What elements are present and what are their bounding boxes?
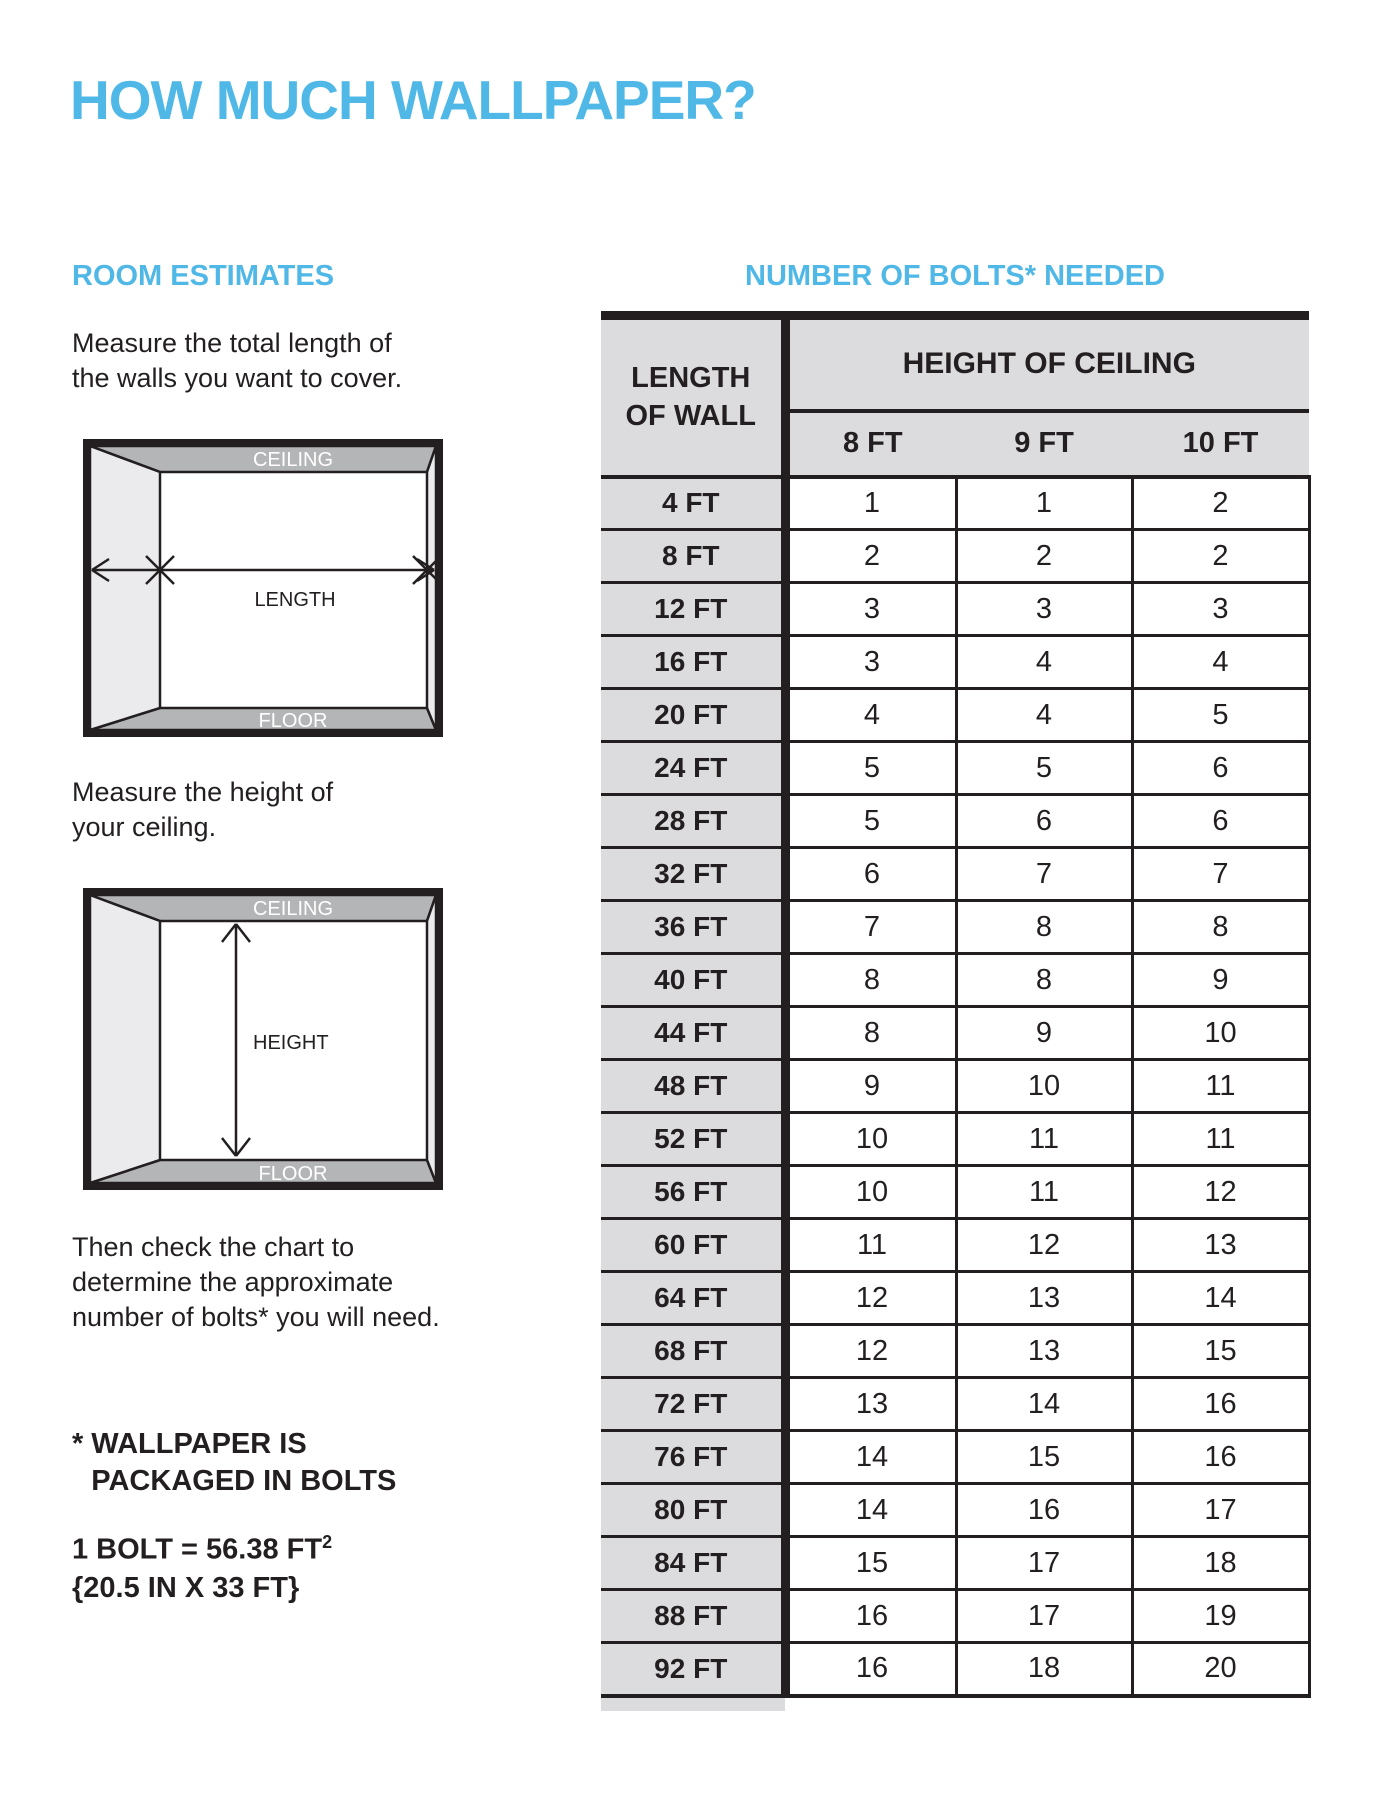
instruction-length-line2: the walls you want to cover. <box>72 363 403 393</box>
wall-length-label: 40 FT <box>601 954 785 1007</box>
bolts-table-container <box>601 311 1309 1711</box>
bolt-count-cell: 4 <box>956 689 1132 742</box>
table-row <box>601 1484 1309 1537</box>
room-length-diagram <box>83 439 443 737</box>
table-row <box>601 901 1309 954</box>
bolt-count-cell: 13 <box>1132 1219 1309 1272</box>
bolt-count-cell: 2 <box>1132 477 1309 530</box>
wall-length-label: 56 FT <box>601 1166 785 1219</box>
instruction-chart-line2: determine the approximate <box>72 1267 394 1297</box>
bolt-count-cell: 9 <box>1132 954 1309 1007</box>
right-wall-panel <box>427 895 436 1183</box>
left-wall-panel <box>90 446 160 730</box>
bolt-count-cell: 10 <box>785 1113 956 1166</box>
table-row <box>601 795 1309 848</box>
floor-label: FLOOR <box>258 710 328 732</box>
bolt-count-cell: 5 <box>785 742 956 795</box>
bolt-count-cell: 15 <box>785 1537 956 1590</box>
wall-length-label: 12 FT <box>601 583 785 636</box>
bolts-table <box>601 311 1311 1698</box>
table-row <box>601 1537 1309 1590</box>
bolt-count-cell: 11 <box>1132 1060 1309 1113</box>
height-label: HEIGHT <box>253 1032 329 1054</box>
table-row <box>601 1643 1309 1696</box>
bolt-count-cell: 11 <box>1132 1113 1309 1166</box>
bolt-count-cell: 10 <box>785 1166 956 1219</box>
bolt-count-cell: 15 <box>1132 1325 1309 1378</box>
wall-length-label: 60 FT <box>601 1219 785 1272</box>
wall-length-label: 52 FT <box>601 1113 785 1166</box>
table-row <box>601 848 1309 901</box>
room-height-diagram <box>83 888 443 1190</box>
wall-length-label: 64 FT <box>601 1272 785 1325</box>
bolt-count-cell: 13 <box>785 1378 956 1431</box>
bolt-count-cell: 6 <box>785 848 956 901</box>
table-row <box>601 1007 1309 1060</box>
left-wall-panel <box>90 895 160 1183</box>
wall-length-label: 68 FT <box>601 1325 785 1378</box>
wall-length-label: 28 FT <box>601 795 785 848</box>
footnote-line1: WALLPAPER IS <box>91 1428 307 1460</box>
instruction-chart <box>72 1230 440 1335</box>
bolt-count-cell: 7 <box>785 901 956 954</box>
bolt-count-cell: 8 <box>956 901 1132 954</box>
instruction-chart-line1: Then check the chart to <box>72 1232 355 1262</box>
bolt-count-cell: 14 <box>785 1431 956 1484</box>
bolt-count-cell: 9 <box>956 1007 1132 1060</box>
wall-length-label: 16 FT <box>601 636 785 689</box>
wall-length-label: 36 FT <box>601 901 785 954</box>
bolt-count-cell: 14 <box>785 1484 956 1537</box>
right-wall-panel <box>427 446 436 730</box>
bolt-count-cell: 8 <box>956 954 1132 1007</box>
table-row <box>601 1325 1309 1378</box>
bolt-count-cell: 8 <box>1132 901 1309 954</box>
instruction-height <box>72 775 333 845</box>
bolt-count-cell: 13 <box>956 1325 1132 1378</box>
table-row <box>601 954 1309 1007</box>
bolt-count-cell: 17 <box>956 1537 1132 1590</box>
bolt-count-cell: 3 <box>785 636 956 689</box>
bolt-count-cell: 10 <box>1132 1007 1309 1060</box>
wall-length-label: 72 FT <box>601 1378 785 1431</box>
wall-length-label: 20 FT <box>601 689 785 742</box>
table-row <box>601 636 1309 689</box>
instruction-height-line2: your ceiling. <box>72 812 217 842</box>
table-header-row <box>601 316 1309 411</box>
bolt-count-cell: 5 <box>956 742 1132 795</box>
room-estimates-heading: ROOM ESTIMATES <box>72 260 335 292</box>
length-label: LENGTH <box>254 589 336 611</box>
col-header-10ft: 10 FT <box>1132 411 1309 477</box>
bolt-count-cell: 14 <box>1132 1272 1309 1325</box>
bolt-count-cell: 9 <box>785 1060 956 1113</box>
bolt-count-cell: 11 <box>785 1219 956 1272</box>
table-row <box>601 530 1309 583</box>
bolt-count-cell: 20 <box>1132 1643 1309 1696</box>
wall-length-label: 8 FT <box>601 530 785 583</box>
bolt-count-cell: 15 <box>956 1431 1132 1484</box>
table-row <box>601 742 1309 795</box>
wall-length-label: 48 FT <box>601 1060 785 1113</box>
label-column-tail <box>601 1698 785 1711</box>
table-row <box>601 689 1309 742</box>
instruction-length <box>72 326 402 396</box>
bolt-count-cell: 5 <box>1132 689 1309 742</box>
bolt-count-cell: 7 <box>956 848 1132 901</box>
bolt-count-cell: 18 <box>1132 1537 1309 1590</box>
table-row <box>601 477 1309 530</box>
table-row <box>601 1590 1309 1643</box>
bolts-needed-heading: NUMBER OF BOLTS* NEEDED <box>745 260 1165 292</box>
wall-length-label: 88 FT <box>601 1590 785 1643</box>
bolt-count-cell: 3 <box>785 583 956 636</box>
wall-length-label: 92 FT <box>601 1643 785 1696</box>
bolt-count-cell: 7 <box>1132 848 1309 901</box>
bolt-count-cell: 3 <box>956 583 1132 636</box>
bolt-count-cell: 4 <box>956 636 1132 689</box>
bolt-count-cell: 4 <box>1132 636 1309 689</box>
bolt-count-cell: 17 <box>1132 1484 1309 1537</box>
bolt-count-cell: 1 <box>785 477 956 530</box>
table-row <box>601 1378 1309 1431</box>
bolt-count-cell: 2 <box>785 530 956 583</box>
table-row <box>601 1431 1309 1484</box>
table-row <box>601 583 1309 636</box>
wall-length-label: 84 FT <box>601 1537 785 1590</box>
bolt-count-cell: 6 <box>1132 795 1309 848</box>
footnote-line2: PACKAGED IN BOLTS <box>91 1465 397 1497</box>
table-row <box>601 1166 1309 1219</box>
bolt-count-cell: 12 <box>956 1219 1132 1272</box>
bolt-equation: 1 BOLT = 56.38 $FT^2$ <box>72 1532 333 1566</box>
wall-length-label: 80 FT <box>601 1484 785 1537</box>
instruction-height-line1: Measure the height of <box>72 777 334 807</box>
height-arrow <box>222 924 250 1156</box>
bolt-table-body <box>601 477 1309 1696</box>
ceiling-label: CEILING <box>252 898 334 920</box>
bolt-count-cell: 11 <box>956 1166 1132 1219</box>
bolt-count-cell: 2 <box>956 530 1132 583</box>
bolt-count-cell: 5 <box>785 795 956 848</box>
bolt-size-info <box>72 1523 332 1607</box>
page-title: HOW MUCH WALLPAPER? <box>70 69 756 131</box>
bolt-count-cell: 17 <box>956 1590 1132 1643</box>
bolt-count-cell: 16 <box>1132 1378 1309 1431</box>
bolt-count-cell: 10 <box>956 1060 1132 1113</box>
bolt-count-cell: 6 <box>1132 742 1309 795</box>
table-row <box>601 1272 1309 1325</box>
bolt-count-cell: 1 <box>956 477 1132 530</box>
bolt-count-cell: 12 <box>1132 1166 1309 1219</box>
instruction-length-line1: Measure the total length of <box>72 328 392 358</box>
bolt-count-cell: 16 <box>785 1643 956 1696</box>
bolt-count-cell: 8 <box>785 1007 956 1060</box>
bolt-count-cell: 2 <box>1132 530 1309 583</box>
bolt-count-cell: 18 <box>956 1643 1132 1696</box>
bolt-count-cell: 3 <box>1132 583 1309 636</box>
height-of-ceiling-header: HEIGHT OF CEILING <box>785 316 1309 411</box>
bolt-count-cell: 8 <box>785 954 956 1007</box>
bolt-count-cell: 19 <box>1132 1590 1309 1643</box>
wall-length-label: 76 FT <box>601 1431 785 1484</box>
length-of-wall-header: LENGTH OF WALL <box>601 316 785 477</box>
squared-superscript: 2 <box>322 1532 333 1552</box>
col-header-9ft: 9 FT <box>956 411 1132 477</box>
bolt-dimensions: {20.5 IN X 33 FT} <box>72 1571 300 1604</box>
bolt-count-cell: 16 <box>1132 1431 1309 1484</box>
table-row <box>601 1113 1309 1166</box>
bolt-count-cell: 6 <box>956 795 1132 848</box>
ceiling-label: CEILING <box>252 449 334 471</box>
floor-label: FLOOR <box>258 1163 328 1185</box>
instruction-chart-line3: number of bolts* you will need. <box>72 1302 440 1332</box>
bolts-footnote <box>72 1426 396 1500</box>
wall-length-label: 44 FT <box>601 1007 785 1060</box>
bolt-count-cell: 11 <box>956 1113 1132 1166</box>
bolt-count-cell: 13 <box>956 1272 1132 1325</box>
table-row <box>601 1060 1309 1113</box>
wall-length-label: 4 FT <box>601 477 785 530</box>
footnote-text <box>91 1426 396 1500</box>
table-row <box>601 1219 1309 1272</box>
wall-length-label: 32 FT <box>601 848 785 901</box>
bolt-count-cell: 12 <box>785 1325 956 1378</box>
col-header-8ft: 8 FT <box>785 411 956 477</box>
bolt-count-cell: 4 <box>785 689 956 742</box>
bolt-count-cell: 12 <box>785 1272 956 1325</box>
wall-length-label: 24 FT <box>601 742 785 795</box>
bolt-count-cell: 14 <box>956 1378 1132 1431</box>
bolt-count-cell: 16 <box>956 1484 1132 1537</box>
footnote-asterisk: * <box>72 1428 84 1460</box>
bolt-count-cell: 16 <box>785 1590 956 1643</box>
